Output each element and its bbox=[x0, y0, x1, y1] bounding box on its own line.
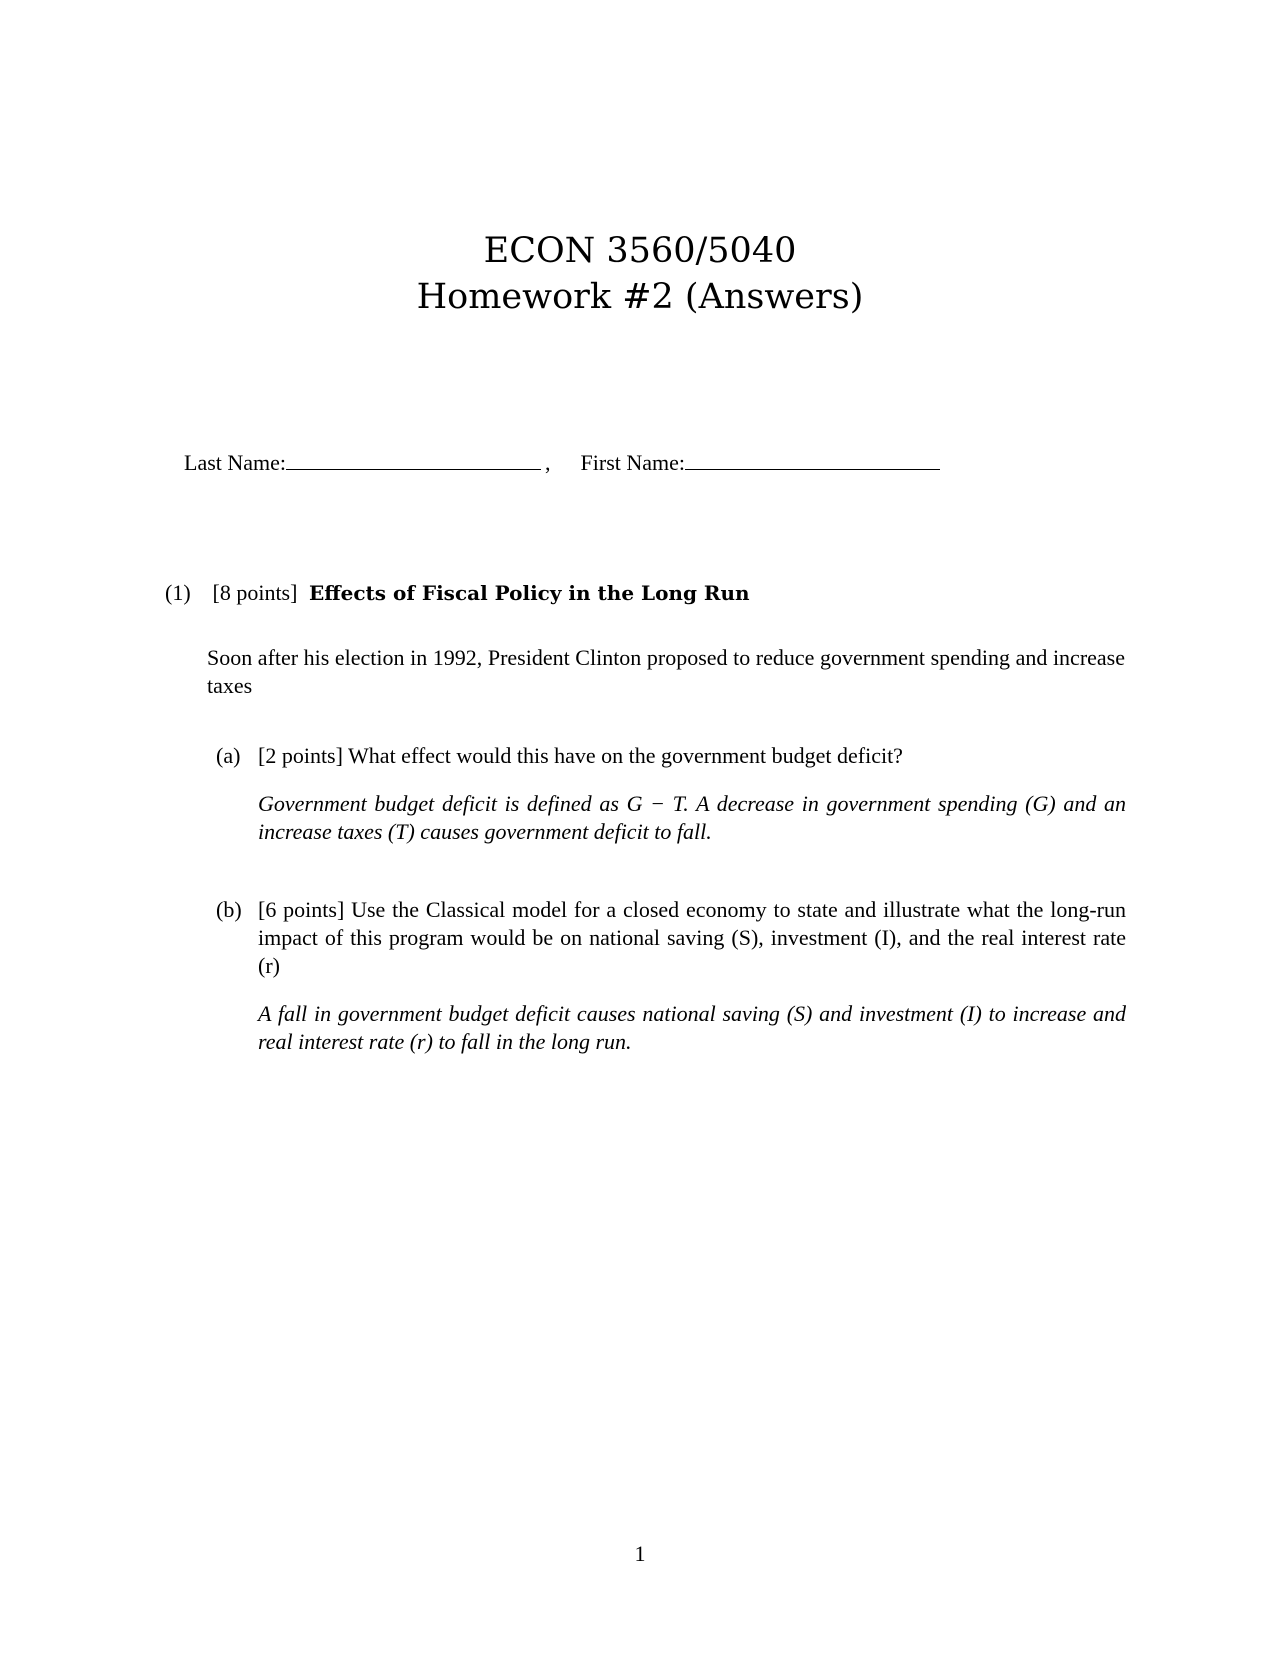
course-title: ECON 3560/5040 bbox=[483, 231, 797, 271]
name-fields bbox=[184, 449, 940, 476]
first-name-blank bbox=[685, 449, 940, 470]
part-b-question: [6 points] Use the Classical model for a closed economy to state and illustrate what the long-run impact of this program would be on national saving (S), investment (I), and the real interest rate (r) bbox=[258, 897, 1126, 978]
part-a-answer: Government budget deficit is defined as G − T. A decrease in government spending (G) and an increase taxes (T) causes government deficit to fall. bbox=[258, 791, 1126, 844]
part-a-question: [2 points] What effect would this have on the government budget deficit? bbox=[258, 743, 903, 768]
assignment-title: Homework #2 (Answers) bbox=[416, 277, 864, 317]
part-b-answer: A fall in government budget deficit causes national saving (S) and investment (I) to increase and real interest rate (r) to fall in the long run. bbox=[258, 1001, 1126, 1054]
first-name-label: First Name: bbox=[580, 450, 686, 475]
question-intro: Soon after his election in 1992, President Clinton proposed to reduce government spending and increase taxes bbox=[207, 645, 1125, 698]
question-points: [8 points] bbox=[212, 580, 298, 605]
page-title-block bbox=[0, 228, 1280, 320]
question-1-heading bbox=[165, 580, 750, 606]
question-number: (1) bbox=[165, 580, 191, 605]
last-name-blank bbox=[286, 449, 541, 470]
name-comma: , bbox=[545, 450, 551, 475]
part-a-label: (a) bbox=[216, 743, 241, 768]
question-part-a bbox=[216, 742, 1126, 846]
last-name-label: Last Name: bbox=[184, 450, 287, 475]
question-part-b bbox=[216, 896, 1126, 1056]
page-number: 1 bbox=[634, 1541, 646, 1566]
question-title: Effects of Fiscal Policy in the Long Run bbox=[308, 581, 750, 605]
part-b-label: (b) bbox=[216, 897, 242, 922]
